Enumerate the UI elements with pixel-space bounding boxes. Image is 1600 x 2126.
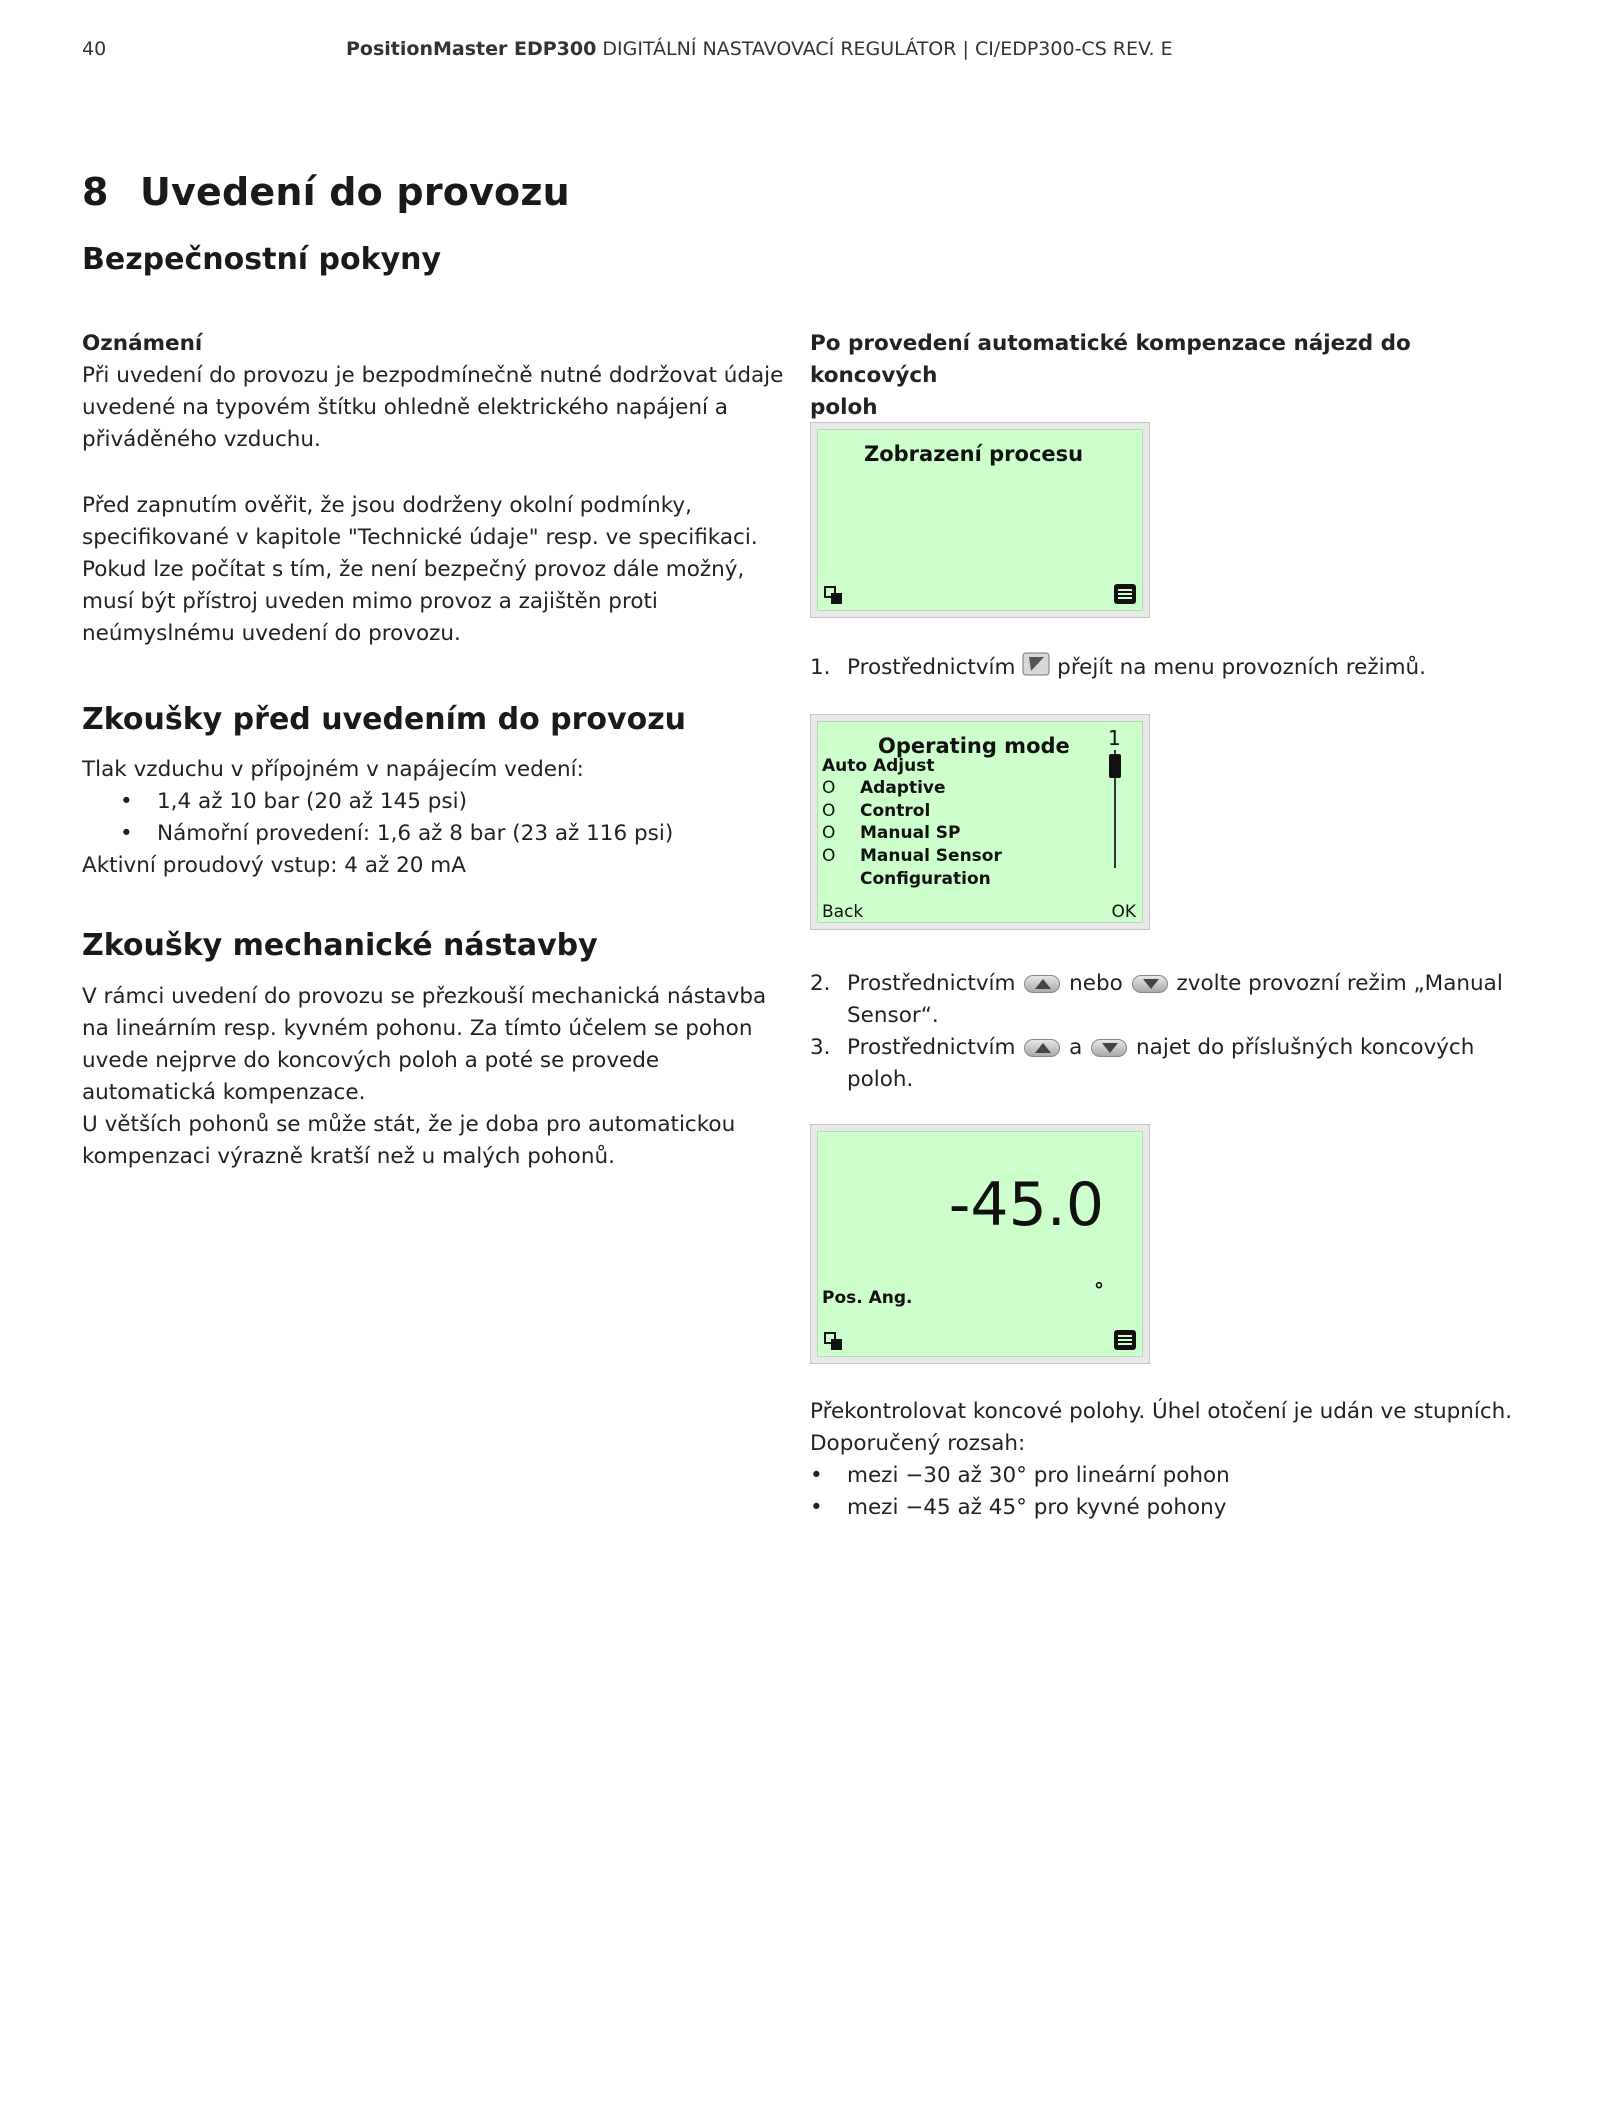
step-1 (810, 652, 1530, 684)
step-text: nebo (1069, 971, 1123, 996)
text-line: na lineárním resp. kyvném pohonu. Za tímto účelem se pohon (82, 1016, 753, 1041)
text-line: automatická kompenzace. (82, 1080, 366, 1105)
menu-icon (1114, 1330, 1136, 1350)
step-text: přejít na menu provozních režimů. (1057, 655, 1426, 680)
end-position-check-text (810, 1396, 1550, 1524)
step-number: 1. (810, 655, 831, 680)
startup-conditions-text (82, 490, 802, 650)
list-item: • Námořní provedení: 1,6 až 8 bar (23 až 116 psi) (120, 821, 674, 846)
text-line: Doporučený rozsah: (810, 1431, 1026, 1456)
step-number: 3. (810, 1035, 831, 1060)
step-2 (810, 968, 1530, 1032)
range-list (810, 1460, 1550, 1524)
end-positions-heading (810, 328, 1530, 424)
step-text: Prostřednictvím (847, 1035, 1016, 1060)
lcd-title: Operating mode (878, 734, 1070, 758)
lcd-back-label: Back (822, 902, 864, 922)
safety-heading: Bezpečnostní pokyny (82, 242, 442, 277)
menu-item: Manual SP (860, 823, 961, 843)
lcd-value: -45.0 (948, 1170, 1104, 1240)
lcd-title: Zobrazení procesu (864, 442, 1084, 466)
text-line: přiváděného vzduchu. (82, 427, 321, 452)
lcd-screen (817, 721, 1143, 923)
radio-mark: O (822, 823, 836, 843)
lcd-screen (817, 1131, 1143, 1357)
text-line: Před zapnutím ověřit, že jsou dodrženy okolní podmínky, (82, 493, 692, 518)
step-text: a (1069, 1035, 1083, 1060)
notice-text (82, 360, 802, 456)
text-line: specifikované v kapitole "Technické údaje" resp. ve specifikaci. (82, 525, 758, 550)
menu-item: Manual Sensor (860, 846, 1002, 866)
lcd-process-display (810, 422, 1150, 618)
menu-icon (1114, 584, 1136, 604)
menu-key-icon (1022, 652, 1050, 676)
text-line: musí být přístroj uveden mimo provoz a zajištěn proti (82, 589, 658, 614)
text-line: U větších pohonů se může stát, že je doba pro automatickou (82, 1112, 736, 1137)
lcd-screen (817, 429, 1143, 611)
navigation-icon (824, 586, 842, 604)
text-line: uvedené na typovém štítku ohledně elektrického napájení a (82, 395, 728, 420)
list-item: • 1,4 až 10 bar (20 až 145 psi) (120, 789, 467, 814)
text-line: V rámci uvedení do provozu se přezkouší mechanická nástavba (82, 984, 767, 1009)
list-item: • mezi −30 až 30° pro lineární pohon (810, 1463, 1230, 1488)
list-item: • mezi −45 až 45° pro kyvné pohony (810, 1495, 1227, 1520)
chapter-title (82, 170, 570, 214)
step-text: poloh. (847, 1067, 914, 1092)
text-line: uvede nejprve do koncových poloh a poté se provede (82, 1048, 660, 1073)
step-3 (810, 1032, 1530, 1096)
text-line: Po provedení automatické kompenzace nájezd do koncových (810, 331, 1411, 388)
step-text: Prostřednictvím (847, 971, 1016, 996)
menu-item-header: Auto Adjust (822, 756, 935, 776)
tests-intro: Tlak vzduchu v přípojném v napájecím vedení: (82, 757, 584, 782)
down-key-icon (1091, 1039, 1127, 1057)
text-line: Překontrolovat koncové polohy. Úhel otočení je udán ve stupních. (810, 1399, 1513, 1424)
step-text: Prostřednictvím (847, 655, 1016, 680)
mechanical-tests-text (82, 981, 802, 1173)
menu-item: Control (860, 801, 931, 821)
menu-item: Configuration (860, 869, 991, 889)
lcd-operating-mode (810, 714, 1150, 930)
radio-mark: O (822, 778, 836, 798)
text-line: neúmyslnému uvedení do provozu. (82, 621, 461, 646)
lcd-ok-label: OK (1111, 902, 1136, 922)
text-line: kompenzaci výrazně kratší než u malých pohonů. (82, 1144, 615, 1169)
lcd-position-angle (810, 1124, 1150, 1364)
scrollbar-thumb (1109, 754, 1121, 778)
pre-commissioning-tests-text (82, 754, 802, 882)
menu-item: Adaptive (860, 778, 946, 798)
mechanical-tests-heading: Zkoušky mechanické nástavby (82, 928, 598, 963)
pressure-list (82, 786, 802, 850)
pre-commissioning-tests-heading: Zkoušky před uvedením do provozu (82, 702, 687, 737)
product-name: PositionMaster EDP300 (346, 38, 597, 60)
step-number: 2. (810, 971, 831, 996)
step-text: Sensor“. (847, 1003, 939, 1028)
up-key-icon (1024, 975, 1060, 993)
step-text: najet do příslušných koncových (1136, 1035, 1475, 1060)
radio-mark: O (822, 801, 836, 821)
chapter-title-text: Uvedení do provozu (140, 170, 570, 214)
tests-outro: Aktivní proudový vstup: 4 až 20 mA (82, 853, 466, 878)
up-key-icon (1024, 1039, 1060, 1057)
radio-mark: O (822, 846, 836, 866)
notice-label: Oznámení (82, 331, 203, 356)
document-title: DIGITÁLNÍ NASTAVOVACÍ REGULÁTOR | CI/EDP300-CS REV. E (602, 38, 1173, 60)
text-line: Při uvedení do provozu je bezpodmínečně nutné dodržovat údaje (82, 363, 784, 388)
lcd-label: Pos. Ang. (822, 1288, 913, 1308)
down-key-icon (1132, 975, 1168, 993)
running-header (346, 38, 1173, 60)
chapter-number: 8 (82, 170, 109, 214)
lcd-page-number: 1 (1108, 726, 1121, 750)
navigation-icon (824, 1332, 842, 1350)
text-line: poloh (810, 395, 878, 420)
step-text: zvolte provozní režim „Manual (1176, 971, 1503, 996)
lcd-unit: ° (1094, 1278, 1104, 1302)
text-line: Pokud lze počítat s tím, že není bezpečný provoz dále možný, (82, 557, 745, 582)
page-number: 40 (82, 38, 107, 60)
